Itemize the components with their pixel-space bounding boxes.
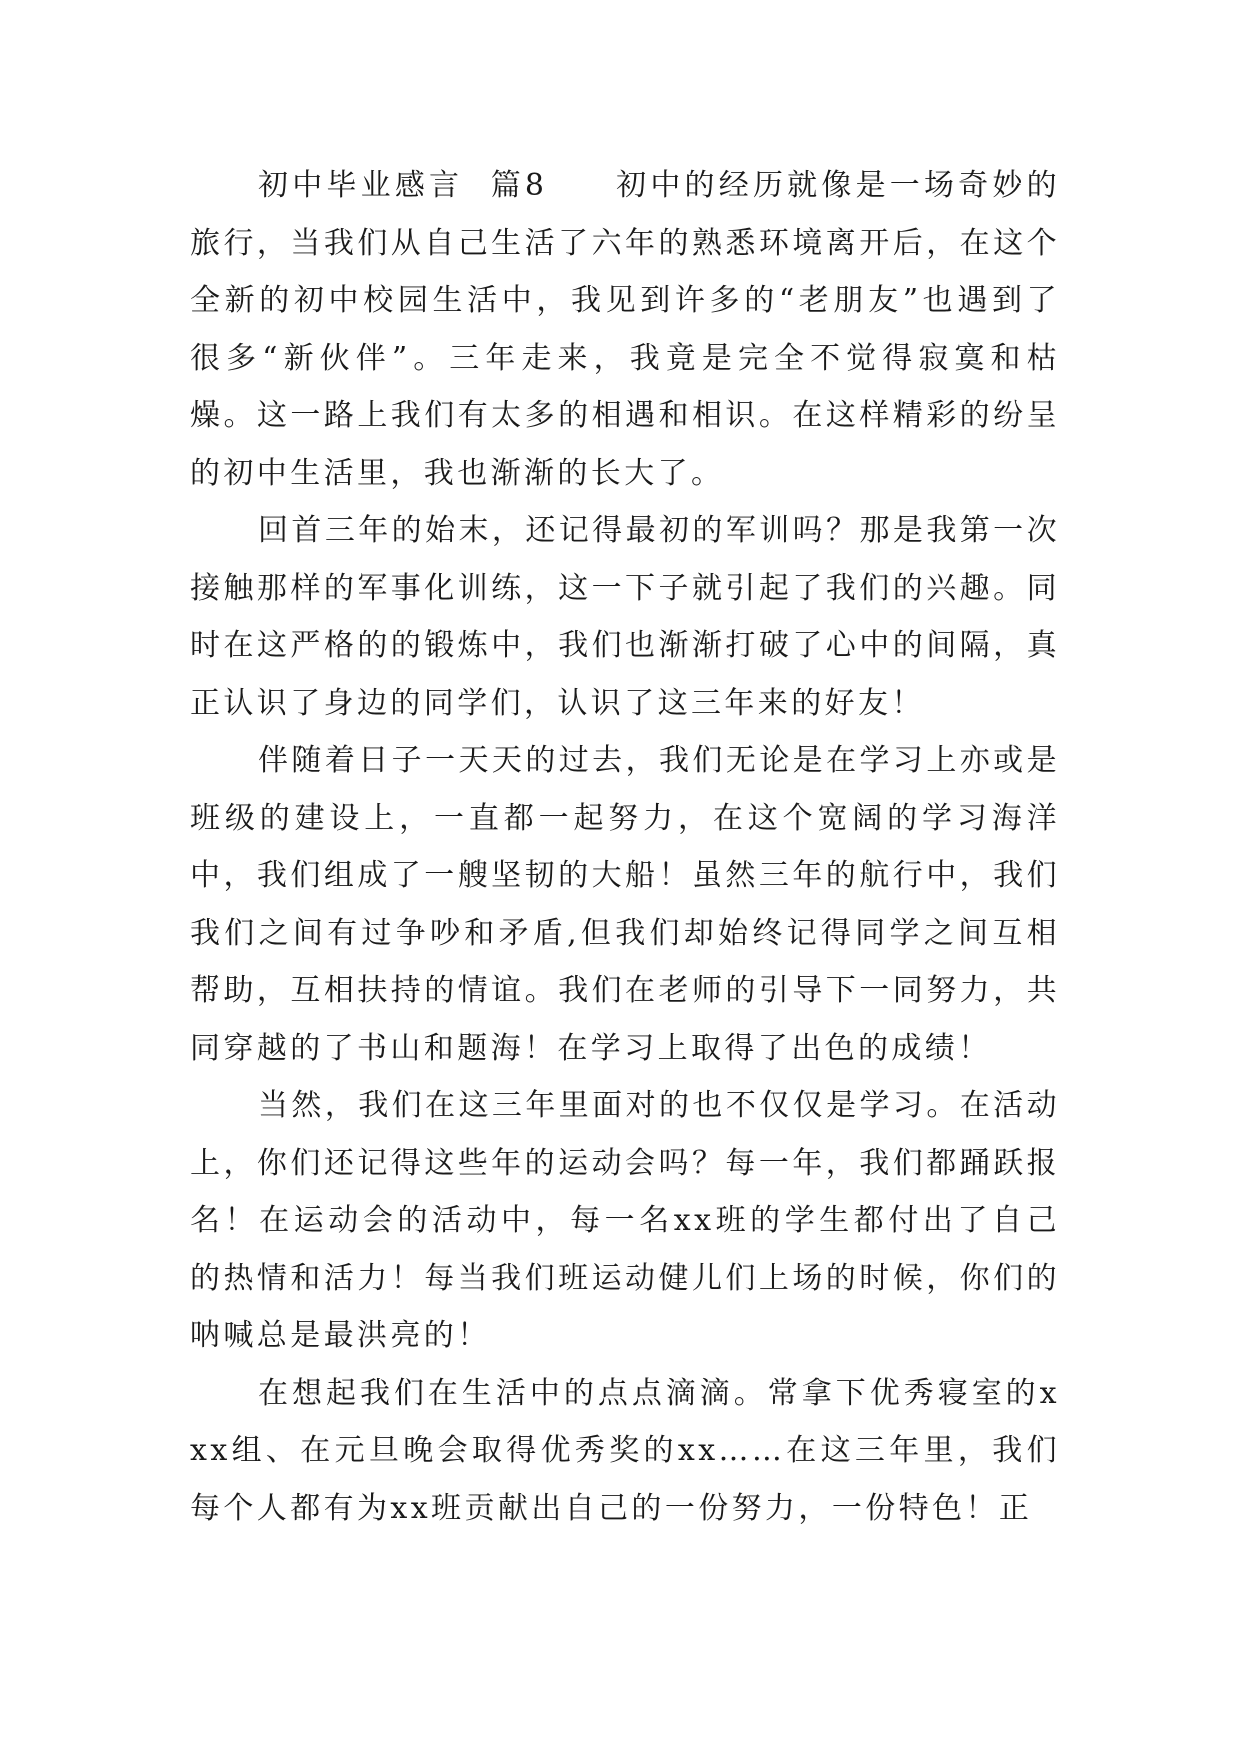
paragraph: 当然，我们在这三年里面对的也不仅仅是学习。在活动上，你们还记得这些年的运动会吗？每一年，我们都踊跃报名！在运动会的活动中，每一名xx班的学生都付出了自己的热情和活力！每当我们班运动健儿们上场的时候，你们的呐喊总是最洪亮的！ [190,1088,1060,1353]
paragraph: 伴随着日子一天天的过去，我们无论是在学习上亦或是班级的建设上，一直都一起努力，在这个宽阔的学习海洋中，我们组成了一艘坚韧的大船！虽然三年的航行中，我们我们之间有过争吵和矛盾,但我们却始终记得同学之间互相帮助，互相扶持的情谊。我们在老师的引导下一同努力，共同穿越的了书山和题海！在学习上取得了出色的成绩！ [190,743,1060,1066]
paragraph: 回首三年的始末，还记得最初的军训吗？那是我第一次接触那样的军事化训练，这一下子就引起了我们的兴趣。同时在这严格的的锻炼中，我们也渐渐打破了心中的间隔，真正认识了身边的同学们，认识了这三年来的好友！ [190,513,1060,721]
paragraph: 在想起我们在生活中的点点滴滴。常拿下优秀寝室的xxx组、在元旦晚会取得优秀奖的xx……在这三年里，我们每个人都有为xx班贡献出自己的一份努力，一份特色！正 [190,1375,1060,1526]
paragraph: 初中毕业感言 篇8 初中的经历就像是一场奇妙的旅行，当我们从自己生活了六年的熟悉环境离开后，在这个全新的初中校园生活中，我见到许多的“老朋友”也遇到了很多“新伙伴”。三年走来，我竟是完全不觉得寂寞和枯燥。这一路上我们有太多的相遇和相识。在这样精彩的纷呈的初中生活里，我也渐渐的长大了。 [190,168,1060,491]
document-body [190,157,1060,1537]
